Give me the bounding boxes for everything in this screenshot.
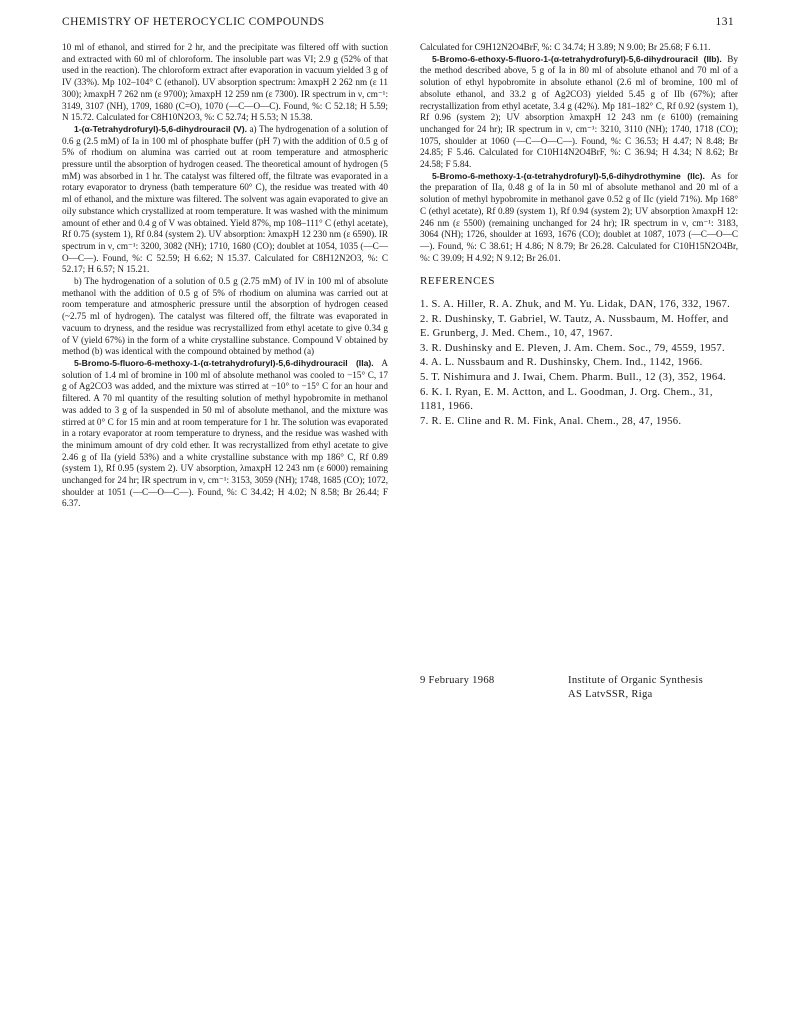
paragraph-compound-iv-data: 10 ml of ethanol, and stirred for 2 hr, and the precipitate was filtered off with suction and extracted with 60 ml of chloroform. The insoluble part was VI; 2.9 g (52% of that used in the reaction). The chloroform extract after evaporation in vacuum yielded 3 g of IV (33%). Mp 102–104° C (ethanol). UV absorption spectrum: λmaxpH 2 262 nm (ε 11 300); λmaxpH 7 262 nm (ε 9700); λmaxpH 12 259 nm (ε 7300). IR spectrum in ν, cm⁻¹: 3149, 3107 (NH), 1709, 1680 (C=O), 1070 (—C—O—C). Found, %: C 52.18; H 5.59; N 15.72. Calculated for C8H10N2O3, %: C 52.74; H 5.53; N 15.38. [62,42,388,123]
running-header [62,16,734,30]
paragraph-compound-iic [420,171,738,265]
paragraph-compound-v [62,124,388,276]
paragraph-compound-iib [420,54,738,171]
reference-item: 2. R. Dushinsky, T. Gabriel, W. Tautz, A. Nussbaum, M. Hoffer, and E. Grunberg, J. Med. Chem., 10, 47, 1967. [420,313,729,340]
paragraph-method-b: b) The hydrogenation of a solution of 0.5 g (2.75 mM) of IV in 100 ml of absolute methanol with the addition of 0.5 g of 5% of rhodium on alumina was carried out at room temperature and atmospheric pressure until the absorption of hydrogen ceased (~2.75 ml of hydrogen). The catalyst was filtered off, the filtrate was evaporated in vacuum to dryness, and the residue was recrystallized from ethyl acetate to give 0.34 g of V (yield 67%) in the form of a white crystalline substance. Compound V obtained by method (b) was identical with the compound obtained by method (a) [62,276,388,357]
compound-heading: 1-(α-Tetrahydrofuryl)-5,6-dihydrouracil (V). [74,123,247,134]
reference-item: 4. A. L. Nussbaum and R. Dushinsky, Chem. Ind., 1142, 1966. [420,357,703,369]
paragraph-text: As for the preparation of IIa, 0.48 g of Ia in 50 ml of absolute methanol and 20 ml of a solution of methyl hypobromite in methanol gave 0.52 g of IIc (yield 71%). Mp 168° C (ethyl acetate), Rf 0.89 (system 1), Rf 0.94 (system 2); UV absorption λmaxpH 12: 246 nm (ε 5500) (remaining unchanged for 24 hr); IR spectrum in ν, cm⁻¹: 3183, 3064 (NH); 1726, shoulder at 1693, 1676 (CO); doublet at 1087, 1073 (—C—O—C—). Found, %: C 38.61; H 4.86; N 8.79; Br 26.28. Calculated for C10H15N2O4Br, %: C 39.09; H 4.92; N 9.12; Br 26.01. [420,170,738,263]
institute-line: AS LatvSSR, Riga [568,689,653,700]
footer [420,674,740,714]
received-date: 9 February 1968 [420,675,495,686]
right-column [420,42,738,429]
journal-title: CHEMISTRY OF HETEROCYCLIC COMPOUNDS [62,16,325,28]
paragraph-compound-iia [62,358,388,510]
institute-line: Institute of Organic Synthesis [568,675,704,686]
reference-item: 7. R. E. Cline and R. M. Fink, Anal. Chem., 28, 47, 1956. [420,415,682,427]
reference-item: 5. T. Nishimura and J. Iwai, Chem. Pharm. Bull., 12 (3), 352, 1964. [420,372,727,384]
page-number: 131 [715,16,734,28]
references-heading: REFERENCES [420,275,496,288]
left-column [62,42,388,510]
institute-affiliation [568,674,703,702]
compound-heading: 5-Bromo-6-methoxy-1-(α-tetrahydrofuryl)-5,6-dihydrothymine (IIc). [432,170,705,181]
reference-item: 3. R. Dushinsky and E. Pleven, J. Am. Chem. Soc., 79, 4559, 1957. [420,342,725,354]
paragraph-text: By the method described above, 5 g of Ia in 80 ml of absolute ethanol and 70 ml of a solution of ethyl hypobromite in absolute ethanol (2.6 ml of bromine, 100 ml of absolute ethanol, and 33.2 g of Ag2CO3) yielded 5.45 g of IIb (67%); after recrystallization from ethyl acetate, 3.4 g (42%). Mp 181–182° C, Rf 0.92 (system 1), Rf 0.96 (system 2); UV absorption λmaxpH 12 243 nm (ε 6100) (remaining unchanged for 24 hr); IR spectrum in ν, cm⁻¹: 3210, 3110 (NH); 1740, 1718 (CO); 1075, shoulder at 1060 (—C—O—C—). Found, %: C 36.53; H 4.47; N 8.48; Br 24.85; F 5.46. Calculated for C10H14N2O4BrF, %: C 36.94; H 4.34; N 8.62; Br 24.58; F 5.84. [420,53,738,170]
compound-heading: 5-Bromo-5-fluoro-6-methoxy-1-(α-tetrahydrofuryl)-5,6-dihydrouracil (IIa). [74,357,374,368]
paragraph-iia-calculated: Calculated for C9H12N2O4BrF, %: C 34.74; H 3.89; N 9.00; Br 25.68; F 6.11. [420,42,711,52]
compound-heading: 5-Bromo-6-ethoxy-5-fluoro-1-(α-tetrahydrofuryl)-5,6-dihydrouracil (IIb). [432,53,722,64]
reference-item: 1. S. A. Hiller, R. A. Zhuk, and M. Yu. Lidak, DAN, 176, 332, 1967. [420,299,731,311]
reference-item: 6. K. I. Ryan, E. M. Actton, and L. Goodman, J. Org. Chem., 31, 1181, 1966. [420,386,713,413]
paragraph-text: a) The hydrogenation of a solution of 0.6 g (2.5 mM) of Ia in 100 ml of phosphate buffer (pH 7) with the addition of 0.5 g of 5% of rhodium on alumina was carried out at room temperature and atmospheric pressure until the absorption of hydrogen ceased. The theoretical amount of hydrogen (5 mM) was absorbed in 1 hr. The catalyst was filtered off, the filtrate was evaporated in a rotary evaporator to dryness (bath temperature 60° C), the residue was treated with 40 ml of ethanol, and the mixture was filtered. The solvent was again evaporated to give an oily substance which crystallized at room temperature. It was washed with the minimum amount of ether and 0.4 g of V was obtained. Yield 87%, mp 108–111° C (ethyl acetate), Rf 0.75 (system 1), Rf 0.84 (system 2). UV absorption: λmaxpH 12 230 nm (ε 6590). IR spectrum in ν, cm⁻¹: 3200, 3082 (NH); 1710, 1680 (CO); doublet at 1054, 1035 (—C—O—C—). Found, %: C 52.59; H 6.62; N 15.37. Calculated for C8H12N2O3, %: C 52.17; H 6.57; N 15.21. [62,123,388,275]
paragraph-text: A solution of 1.4 ml of bromine in 100 ml of absolute methanol was cooled to −15° C, 17 g of Ag2CO3 was added, and the mixture was stirred at −10° to −15° C for an hour and filtered. A 70 ml quantity of the resulting solution of methyl hypobromite in methanol was added to 3 g of Ia suspended in 50 ml of absolute methanol, and the mixture was stirred at 0° C for 15 min and at room temperature for 1 hr. The solution was evaporated in a rotary evaporator at room temperature to dryness, and the residue was washed with the minimum amount of dry cold ether. It was recrystallized from ethyl acetate to give 2.46 g of IIa (yield 53%) and a white crystalline substance with mp 186° C, Rf 0.89 (system 1), Rf 0.95 (system 2). UV absorption, λmaxpH 12 243 nm (ε 6000) remaining unchanged for 24 hr; IR spectrum in ν, cm⁻¹: 3153, 3059 (NH); 1748, 1685 (CO); 1072, shoulder at 1051 (—C—O—C—). Found, %: C 34.42; H 4.02; N 8.58; Br 26.44; F 6.37. [62,357,388,509]
references-list [420,298,738,429]
